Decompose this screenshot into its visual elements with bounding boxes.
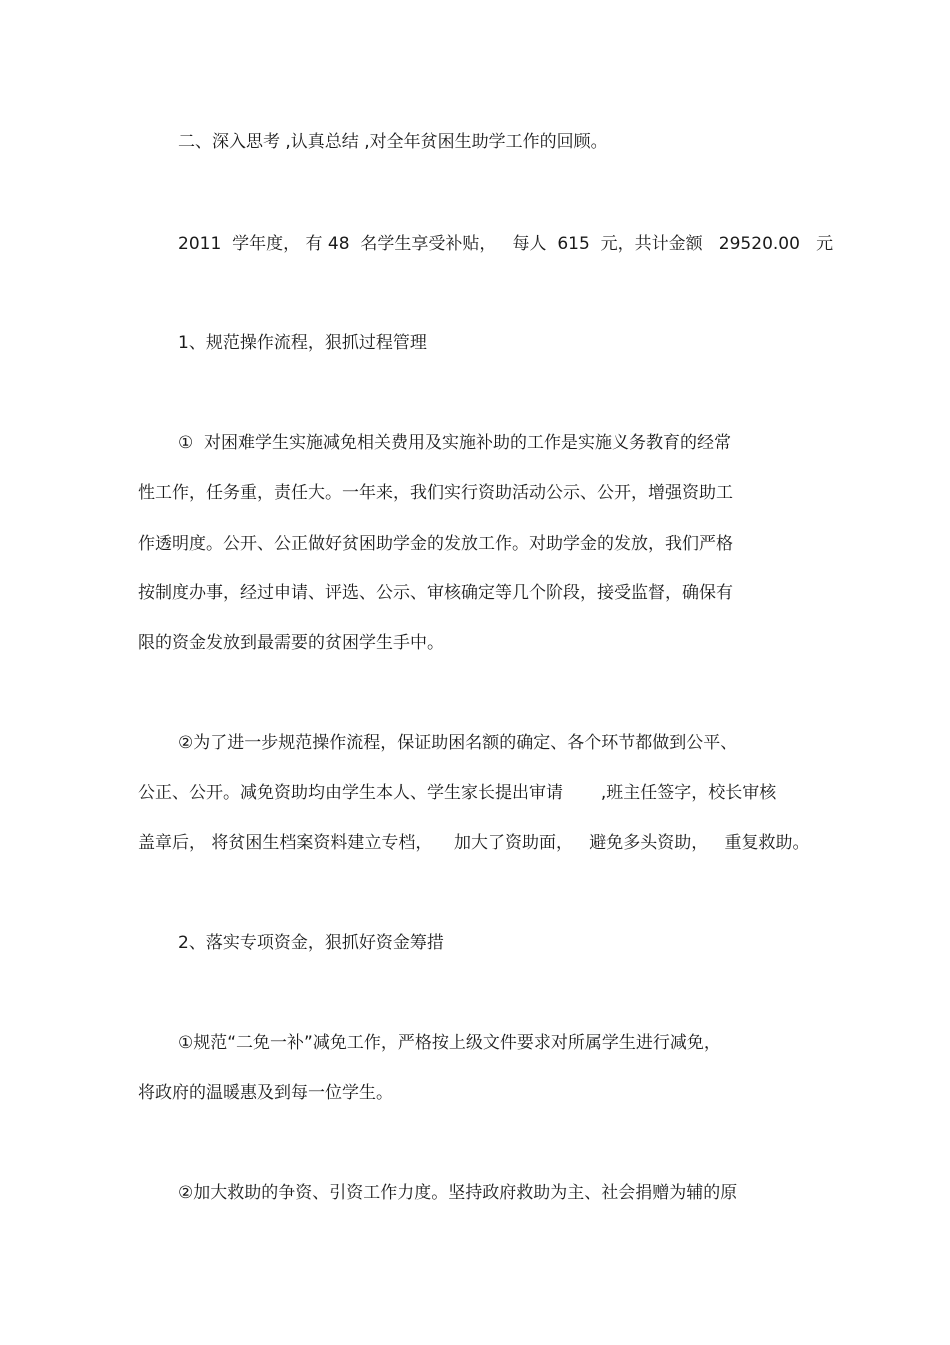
section-heading-2: 二、深入思考 ,认真总结 ,对全年贫困生助学工作的回顾。 (178, 132, 608, 152)
subheading-2: 2、落实专项资金，狠抓好资金筹措 (178, 933, 444, 953)
paragraph-1-line-1: ① 对困难学生实施减免相关费用及实施补助的工作是实施义务教育的经常 (178, 433, 732, 453)
paragraph-2-line-1: ②为了进一步规范操作流程，保证助困名额的确定、各个环节都做到公平、 (178, 733, 738, 753)
paragraph-2-line-2: 公正、公开。减免资助均由学生本人、学生家长提出审请 ,班主任签字，校长审核 (138, 783, 777, 803)
paragraph-3-line-1: ①规范“二免一补”减免工作，严格按上级文件要求对所属学生进行减免， (178, 1033, 721, 1053)
paragraph-1-line-5: 限的资金发放到最需要的贫困学生手中。 (138, 633, 444, 653)
paragraph-4-line-1: ②加大救助的争资、引资工作力度。坚持政府救助为主、社会捐赠为辅的原 (178, 1183, 738, 1203)
subheading-1: 1、规范操作流程，狠抓过程管理 (178, 333, 427, 353)
paragraph-1-line-3: 作透明度。公开、公正做好贫困助学金的发放工作。对助学金的发放，我们严格 (138, 534, 733, 554)
paragraph-1-line-4: 按制度办事，经过申请、评选、公示、审核确定等几个阶段，接受监督，确保有 (138, 583, 733, 603)
subsidy-summary-line: 2011 学年度， 有 48 名学生享受补贴， 每人 615 元，共计金额 29520.00 元 (178, 234, 834, 254)
paragraph-3-line-2: 将政府的温暖惠及到每一位学生。 (138, 1083, 393, 1103)
paragraph-2-line-3: 盖章后， 将贫困生档案资料建立专档， 加大了资助面， 避免多头资助， 重复救助。 (138, 833, 810, 853)
paragraph-1-line-2: 性工作，任务重，责任大。一年来，我们实行资助活动公示、公开，增强资助工 (138, 483, 733, 503)
